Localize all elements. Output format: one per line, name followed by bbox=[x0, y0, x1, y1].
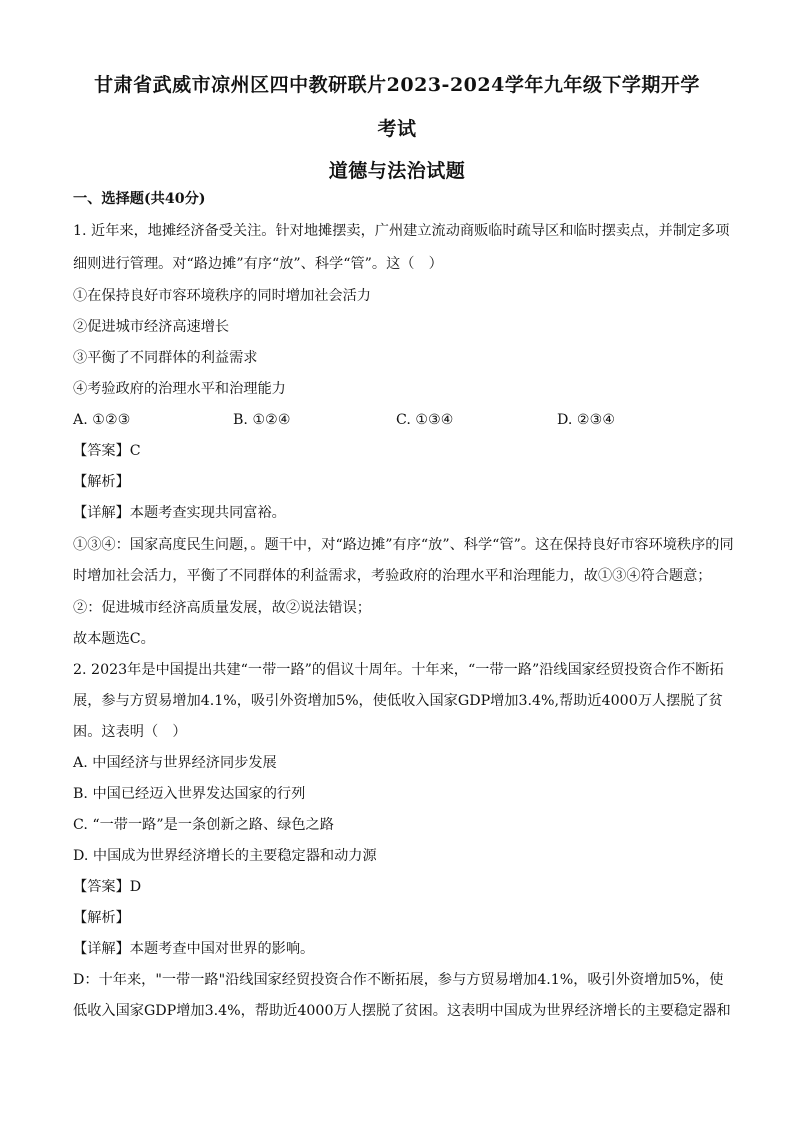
q1-explanation-line3: ②：促进城市经济高质量发展，故②说法错误； bbox=[73, 600, 371, 616]
q2-choice-c: C. “一带一路”是一条创新之路、绿色之路 bbox=[73, 817, 334, 833]
q2-choice-b: B. 中国已经迈入世界发达国家的行列 bbox=[73, 786, 306, 802]
q1-statement-1: ①在保持良好市容环境秩序的同时增加社会活力 bbox=[73, 288, 371, 304]
q2-detail: 【详解】本题考查中国对世界的影响。 bbox=[73, 941, 315, 957]
q2-stem-line1: 2. 2023年是中国提出共建“一带一路”的倡议十周年。十年来，“一带一路”沿线国家经贸投资合作不断拓 bbox=[73, 662, 724, 678]
q2-choice-d: D. 中国成为世界经济增长的主要稳定器和动力源 bbox=[73, 848, 377, 864]
q1-explanation-line2: 时增加社会活力，平衡了不同群体的利益需求，考验政府的治理水平和治理能力，故①③④符合题意； bbox=[73, 568, 712, 584]
q1-stem-line1: 1. 近年来，地摊经济备受关注。针对地摊摆卖，广州建立流动商贩临时疏导区和临时摆卖点，并制定多项 bbox=[73, 223, 730, 239]
q1-choice-c: C. ①③④ bbox=[396, 412, 454, 428]
q2-stem-line3: 困。这表明（ ） bbox=[73, 724, 187, 740]
q1-statement-3: ③平衡了不同群体的利益需求 bbox=[73, 350, 258, 366]
q1-statement-4: ④考验政府的治理水平和治理能力 bbox=[73, 381, 286, 397]
q2-stem-line2: 展，参与方贸易增加4.1%，吸引外资增加5%，使低收入国家GDP增加3.4%,帮助近4000万人摆脱了贫 bbox=[73, 693, 723, 709]
section-heading-choice: 一、选择题(共40分) bbox=[73, 191, 206, 207]
exam-title-line2: 考试 bbox=[377, 118, 417, 140]
q1-conclusion: 故本题选C。 bbox=[73, 631, 155, 647]
q2-explanation-line2: 低收入国家GDP增加3.4%，帮助近4000万人摆脱了贫困。这表明中国成为世界经济增长的主要稳定器和 bbox=[73, 1003, 731, 1019]
q2-explanation-line1: D：十年来，"一带一路"沿线国家经贸投资合作不断拓展，参与方贸易增加4.1%，吸引外资增加5%，使 bbox=[73, 972, 724, 988]
q1-stem-line2: 细则进行管理。对“路边摊”有序“放”、科学“管”。这（ ） bbox=[73, 256, 443, 272]
q1-statement-2: ②促进城市经济高速增长 bbox=[73, 319, 230, 335]
q1-detail: 【详解】本题考查实现共同富裕。 bbox=[73, 505, 286, 521]
q1-answer: 【答案】C bbox=[73, 443, 141, 459]
q2-answer: 【答案】D bbox=[73, 879, 142, 895]
q1-choice-b: B. ①②④ bbox=[233, 412, 291, 428]
q2-choice-a: A. 中国经济与世界经济同步发展 bbox=[73, 755, 277, 771]
q1-explanation-line1: ①③④：国家高度民生问题，。题干中，对“路边摊”有序“放”、科学“管”。这在保持良好市容环境秩序的同 bbox=[73, 537, 734, 553]
q1-choice-d: D. ②③④ bbox=[557, 412, 616, 428]
q2-analysis-label: 【解析】 bbox=[73, 910, 130, 926]
exam-title-line1: 甘肃省武威市凉州区四中教研联片2023-2024学年九年级下学期开学 bbox=[94, 74, 700, 96]
q1-analysis-label: 【解析】 bbox=[73, 474, 130, 490]
q1-choice-a: A. ①②③ bbox=[73, 412, 131, 428]
exam-subject-title: 道德与法治试题 bbox=[328, 160, 466, 182]
